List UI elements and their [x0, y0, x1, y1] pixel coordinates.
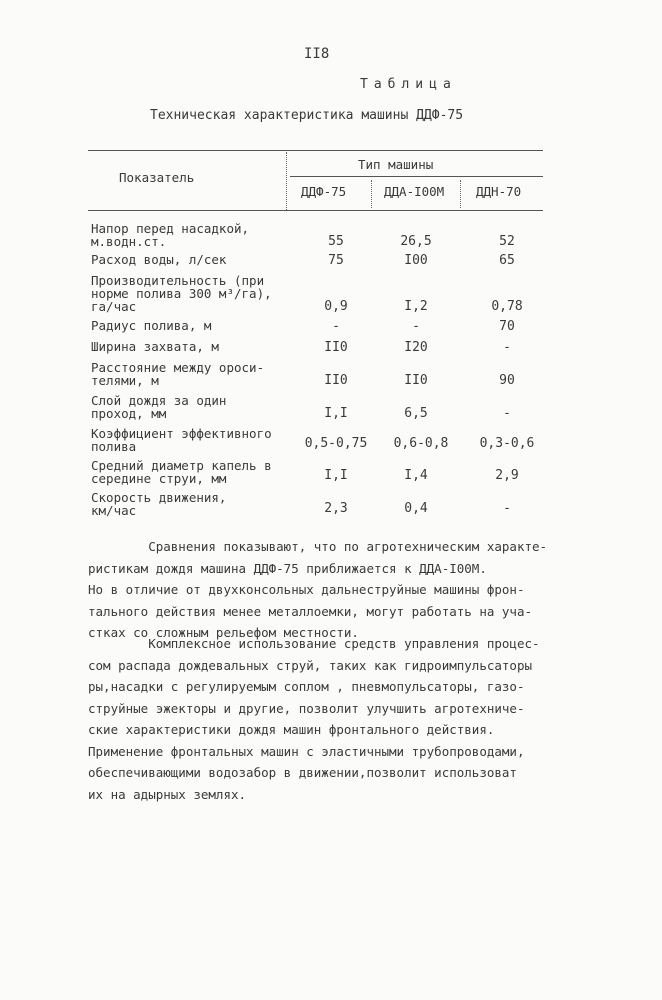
header-col-ddf75: ДДФ-75 — [301, 184, 347, 199]
row-label: Коэффициент эффективного полива — [91, 426, 272, 454]
column-separator — [371, 180, 372, 208]
page-number: II8 — [304, 46, 330, 62]
cell-dda100m: 6,5 — [404, 406, 428, 421]
cell-ddf75: 75 — [328, 253, 344, 268]
cell-dda100m: I,4 — [404, 468, 428, 483]
row-label: Производительность (при норме полива 300 м³/га), га/час — [91, 273, 272, 314]
header-col-dda100m: ДДА-I00М — [384, 184, 445, 199]
row-label: Средний диаметр капель в середине струи, мм — [91, 458, 272, 486]
header-col-ddn70: ДДН-70 — [476, 184, 522, 199]
cell-dda100m: 26,5 — [400, 234, 432, 249]
cell-ddn70: - — [503, 501, 511, 516]
header-indicator: Показатель — [119, 170, 195, 185]
cell-ddf75: I,I — [324, 406, 348, 421]
row-label: Расход воды, л/сек — [91, 252, 227, 267]
header-machine-type: Тип машины — [358, 157, 434, 172]
cell-ddf75: 2,3 — [324, 501, 348, 516]
paragraph-conclusion: Комплексное использование средств управления процес- сом распада дождевальных струй, таких как гидроимпульсаторы ры,насадки с регулируемым соплом , пневмопульсаторы, газо- струйные эжекторы и другие, позволит улучшить агротехниче- ские характеристики дождя машин фронтального действия. Применение фронтальных машин с эластичными трубопроводами, обеспечивающими водозабор в движении,позволит использоват их на адырных землях. — [88, 636, 540, 802]
cell-ddn70: 65 — [499, 253, 515, 268]
table-label: Таблица — [360, 77, 457, 92]
cell-ddn70: 70 — [499, 319, 515, 334]
cell-dda100m: - — [412, 319, 420, 334]
cell-dda100m: I20 — [404, 340, 428, 355]
cell-ddf75: I,I — [324, 468, 348, 483]
cell-dda100m: 0,6-0,8 — [393, 436, 449, 451]
cell-dda100m: II0 — [404, 373, 428, 388]
cell-ddn70: 90 — [499, 373, 515, 388]
column-separator — [460, 180, 461, 208]
cell-ddf75: 55 — [328, 234, 344, 249]
cell-ddn70: - — [503, 406, 511, 421]
cell-ddn70: 52 — [499, 234, 515, 249]
cell-ddn70: 0,3-0,6 — [479, 436, 535, 451]
cell-ddf75: 0,9 — [324, 299, 348, 314]
row-label: Слой дождя за один проход, мм — [91, 393, 227, 421]
cell-ddn70: - — [503, 340, 511, 355]
cell-ddn70: 2,9 — [495, 468, 519, 483]
paragraph-comparison: Сравнения показывают, что по агротехническим характе- ристикам дождя машина ДДФ-75 приближается к ДДА-I00М. Но в отличие от двухконсольных дальнеструйные машины фрон- тального действия менее металлоемки, могут работать на уча- стках со сложным рельефом местности. — [88, 539, 548, 640]
row-label: Скорость движения, км/час — [91, 490, 227, 518]
row-label: Напор перед насадкой, м.водн.ст. — [91, 221, 250, 249]
cell-ddf75: - — [332, 319, 340, 334]
cell-dda100m: 0,4 — [404, 501, 428, 516]
cell-dda100m: I,2 — [404, 299, 428, 314]
row-label: Радиус полива, м — [91, 318, 212, 333]
cell-dda100m: I00 — [404, 253, 428, 268]
row-label: Расстояние между ороси- телями, м — [91, 360, 265, 388]
group-header-rule — [290, 176, 543, 177]
table-caption: Техническая характеристика машины ДДФ-75 — [150, 108, 464, 123]
cell-ddf75: 0,5-0,75 — [304, 436, 368, 451]
table-header-rule — [88, 210, 543, 211]
cell-ddf75: II0 — [324, 340, 348, 355]
table-top-rule — [88, 150, 543, 151]
cell-ddn70: 0,78 — [491, 299, 523, 314]
row-label: Ширина захвата, м — [91, 339, 219, 354]
cell-ddf75: II0 — [324, 373, 348, 388]
column-separator — [286, 152, 287, 210]
